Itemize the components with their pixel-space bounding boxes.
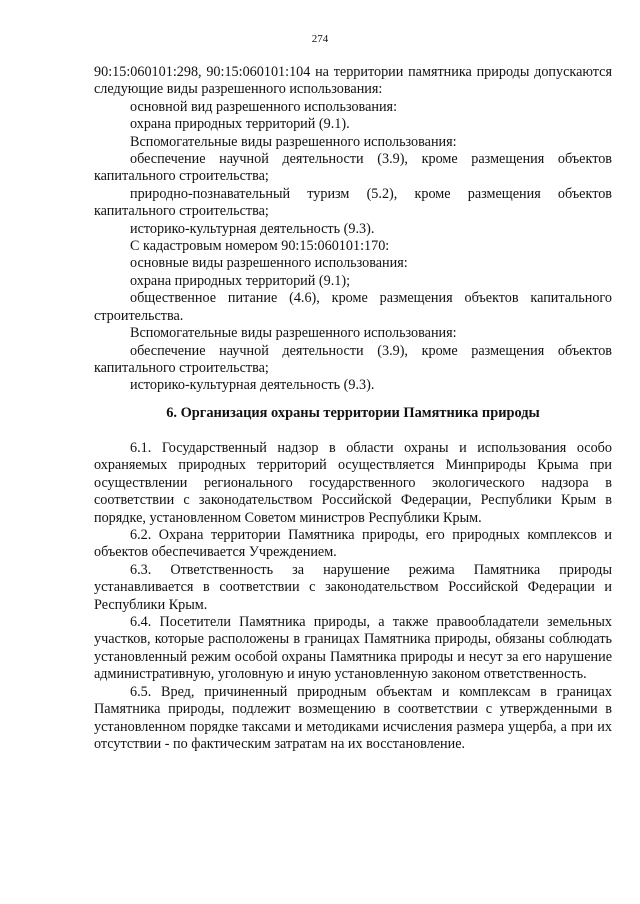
section-heading: 6. Организация охраны территории Памятника природы [166, 405, 540, 421]
clause-6-5: 6.5. Вред, причиненный природным объектам и комплексам в границах Памятника природы, подлежит возмещению в соответствии с утвержденными в установленном порядке таксами и методиками исчисления размера ущерба, а при их отсутствии - по фактическим затратам на их восстановление. [94, 683, 612, 752]
land-use-line: природно-познавательный туризм (5.2), кроме размещения объектов капитального строительства; [94, 185, 612, 220]
cadastral-intro-paragraph: 90:15:060101:298, 90:15:060101:104 на территории памятника природы допускаются следующие виды разрешенного использования: [94, 64, 612, 98]
page-number: 274 [311, 33, 329, 45]
cadastral-number-line: С кадастровым номером 90:15:060101:170: [130, 238, 390, 255]
section-body [94, 440, 612, 753]
land-use-line: основные виды разрешенного использования: [130, 255, 408, 272]
land-use-list [94, 64, 612, 395]
land-use-line: Вспомогательные виды разрешенного использования: [130, 325, 457, 342]
clause-6-1: 6.1. Государственный надзор в области охраны и использования особо охраняемых природных территорий осуществляется Минприроды Крыма при осуществлении регионального государственного экологического надзора в соответствии с законодательством Российской Федерации, Республики Крым в порядке, установленном Советом министров Республики Крым. [94, 440, 612, 526]
clause-6-4: 6.4. Посетители Памятника природы, а также правообладатели земельных участков, которые расположены в границах Памятника природы, обязаны соблюдать установленный режим особой охраны Памятника природы и несут за его нарушение административную, уголовную и иную установленную законом ответственность. [94, 614, 612, 683]
land-use-line: обеспечение научной деятельности (3.9), кроме размещения объектов капитального строительства; [94, 342, 612, 376]
land-use-line: охрана природных территорий (9.1). [130, 116, 350, 133]
land-use-line: общественное питание (4.6), кроме размещения объектов капитального строительства. [94, 290, 612, 324]
land-use-line: основной вид разрешенного использования: [130, 98, 398, 115]
land-use-line: историко-культурная деятельность (9.3). [130, 377, 375, 394]
land-use-line: историко-культурная деятельность (9.3). [130, 220, 375, 237]
land-use-line: обеспечение научной деятельности (3.9), кроме размещения объектов капитального строительства; [94, 151, 612, 185]
land-use-line: Вспомогательные виды разрешенного использования: [130, 133, 457, 150]
clause-6-2: 6.2. Охрана территории Памятника природы, его природных комплексов и объектов обеспечивается Учреждением. [94, 527, 612, 561]
land-use-line: охрана природных территорий (9.1); [130, 272, 351, 289]
clause-6-3: 6.3. Ответственность за нарушение режима Памятника природы устанавливается в соответствии с законодательством Российской Федерации и Республики Крым. [94, 561, 612, 613]
